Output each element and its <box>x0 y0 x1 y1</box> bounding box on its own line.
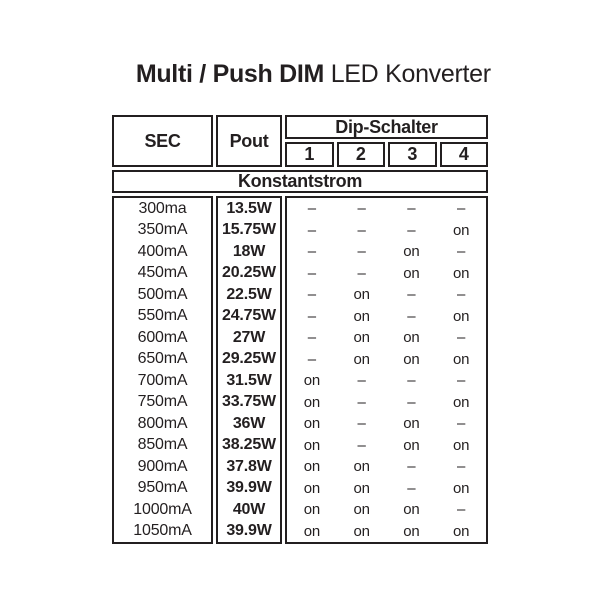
page-title <box>0 31 600 118</box>
pout-value-row-12: 38.25W <box>222 436 276 454</box>
dip-3-state-row-11: on <box>403 415 420 433</box>
dip-2-state-row-16: on <box>353 522 370 540</box>
sec-value-row-2: 350mA <box>137 221 188 239</box>
title-bold-part: Multi / Push DIM <box>135 60 325 88</box>
dip-2-state-row-7: on <box>353 329 370 347</box>
header-sec: SEC <box>112 115 213 167</box>
dip-3-state-row-5: – <box>407 286 416 304</box>
pout-value-row-16: 39.9W <box>226 522 272 540</box>
dip-2-state-row-11: – <box>357 415 366 433</box>
dip-2-state-row-3: – <box>357 243 366 261</box>
dip-4-state-row-10: on <box>452 393 470 411</box>
dip-3-state-row-2: – <box>407 221 416 239</box>
sec-value-row-10: 750mA <box>137 393 188 411</box>
dip-3-state-row-6: – <box>407 307 416 325</box>
dip-data-grid <box>285 196 488 544</box>
dip-3-state-row-8: on <box>403 350 420 368</box>
dip-3-state-row-14: – <box>407 479 416 497</box>
dip-1-state-row-1: – <box>307 200 316 218</box>
title-regular-part: LED Konverter <box>324 60 491 88</box>
header-dip-col-2: 2 <box>337 142 386 167</box>
dip-2-state-row-12: – <box>357 436 366 454</box>
pout-value-row-8: 29.25W <box>222 350 276 368</box>
dip-3-state-row-16: on <box>403 522 420 540</box>
dip-3-state-row-10: – <box>407 393 416 411</box>
pout-value-row-10: 33.75W <box>222 393 276 411</box>
sec-value-row-14: 950mA <box>137 479 188 497</box>
dip-1-state-row-10: on <box>303 393 321 411</box>
sec-value-row-4: 450mA <box>137 264 188 282</box>
sec-value-row-11: 800mA <box>137 414 188 432</box>
sec-value-row-6: 550mA <box>137 307 188 325</box>
dip-4-state-row-16: on <box>452 522 470 540</box>
dip-2-state-row-1: – <box>357 200 366 218</box>
dip-1-state-row-16: on <box>303 522 321 540</box>
dip-2-state-row-2: – <box>357 221 366 239</box>
dip-2-state-row-14: on <box>353 479 370 497</box>
dip-2-state-row-6: on <box>353 307 370 325</box>
dip-1-state-row-6: – <box>307 307 316 325</box>
dip-3-state-row-1: – <box>407 200 416 218</box>
dip-4-state-row-15: – <box>457 501 466 519</box>
pout-value-row-2: 15.75W <box>222 221 276 239</box>
pout-value-row-4: 20.25W <box>222 264 276 282</box>
dip-2-state-row-13: on <box>353 458 370 476</box>
dip-1-state-row-8: – <box>307 350 316 368</box>
dip-4-state-row-2: on <box>452 221 470 239</box>
dip-2-state-row-5: on <box>353 286 370 304</box>
dip-4-state-row-5: – <box>457 286 466 304</box>
dip-4-state-row-13: – <box>457 458 466 476</box>
dip-2-state-row-10: – <box>357 393 366 411</box>
dip-4-state-row-6: on <box>452 307 470 325</box>
header-dip-col-4: 4 <box>440 142 489 167</box>
dip-2-state-row-15: on <box>353 501 370 519</box>
header-dip-schalter: Dip-Schalter <box>285 115 488 139</box>
dip-1-state-row-11: on <box>303 415 321 433</box>
pout-value-row-14: 39.9W <box>226 479 272 497</box>
sec-data-column <box>112 196 213 544</box>
pout-value-row-9: 31.5W <box>226 371 272 389</box>
sec-value-row-3: 400mA <box>137 242 188 260</box>
pout-value-row-6: 24.75W <box>222 307 276 325</box>
pout-value-row-1: 13.5W <box>226 199 272 217</box>
header-dip-col-3: 3 <box>388 142 437 167</box>
dip-1-state-row-13: on <box>303 458 321 476</box>
sec-value-row-1: 300ma <box>138 199 187 217</box>
dip-3-state-row-3: on <box>403 243 420 261</box>
sec-value-row-13: 900mA <box>137 457 188 475</box>
dip-2-state-row-8: on <box>353 350 370 368</box>
sec-value-row-9: 700mA <box>137 371 188 389</box>
dip-1-state-row-9: on <box>303 372 321 390</box>
pout-value-row-5: 22.5W <box>226 285 272 303</box>
dip-switch-table <box>112 115 488 544</box>
header-dip-col-1: 1 <box>285 142 334 167</box>
pout-value-row-11: 36W <box>232 414 266 432</box>
dip-1-state-row-3: – <box>307 243 316 261</box>
dip-4-state-row-14: on <box>452 479 470 497</box>
dip-3-state-row-9: – <box>407 372 416 390</box>
sec-value-row-5: 500mA <box>137 285 188 303</box>
dip-4-state-row-11: – <box>457 415 466 433</box>
dip-4-state-row-3: – <box>457 243 466 261</box>
dip-3-state-row-7: on <box>403 329 420 347</box>
pout-value-row-15: 40W <box>232 500 266 518</box>
sec-value-row-7: 600mA <box>137 328 188 346</box>
dip-3-state-row-12: on <box>403 436 420 454</box>
dip-3-state-row-15: on <box>403 501 420 519</box>
pout-data-column <box>216 196 282 544</box>
dip-4-state-row-1: – <box>457 200 466 218</box>
header-pout: Pout <box>216 115 282 167</box>
pout-value-row-13: 37.8W <box>226 457 272 475</box>
dip-1-state-row-15: on <box>303 501 321 519</box>
dip-1-state-row-4: – <box>307 264 316 282</box>
sec-value-row-16: 1050mA <box>133 522 192 540</box>
section-header-konstantstrom: Konstantstrom <box>112 170 488 193</box>
sec-value-row-12: 850mA <box>137 436 188 454</box>
dip-4-state-row-9: – <box>457 372 466 390</box>
dip-3-state-row-13: – <box>407 458 416 476</box>
dip-1-state-row-7: – <box>307 329 316 347</box>
dip-4-state-row-4: on <box>452 264 470 282</box>
dip-3-state-row-4: on <box>403 264 420 282</box>
pout-value-row-7: 27W <box>232 328 266 346</box>
sec-value-row-15: 1000mA <box>133 500 192 518</box>
dip-1-state-row-2: – <box>307 221 316 239</box>
dip-1-state-row-14: on <box>303 479 321 497</box>
dip-4-state-row-8: on <box>452 350 470 368</box>
dip-2-state-row-9: – <box>357 372 366 390</box>
dip-1-state-row-12: on <box>303 436 321 454</box>
pout-value-row-3: 18W <box>232 242 266 260</box>
sec-value-row-8: 650mA <box>137 350 188 368</box>
dip-4-state-row-7: – <box>457 329 466 347</box>
dip-1-state-row-5: – <box>307 286 316 304</box>
dip-2-state-row-4: – <box>357 264 366 282</box>
dip-4-state-row-12: on <box>452 436 470 454</box>
